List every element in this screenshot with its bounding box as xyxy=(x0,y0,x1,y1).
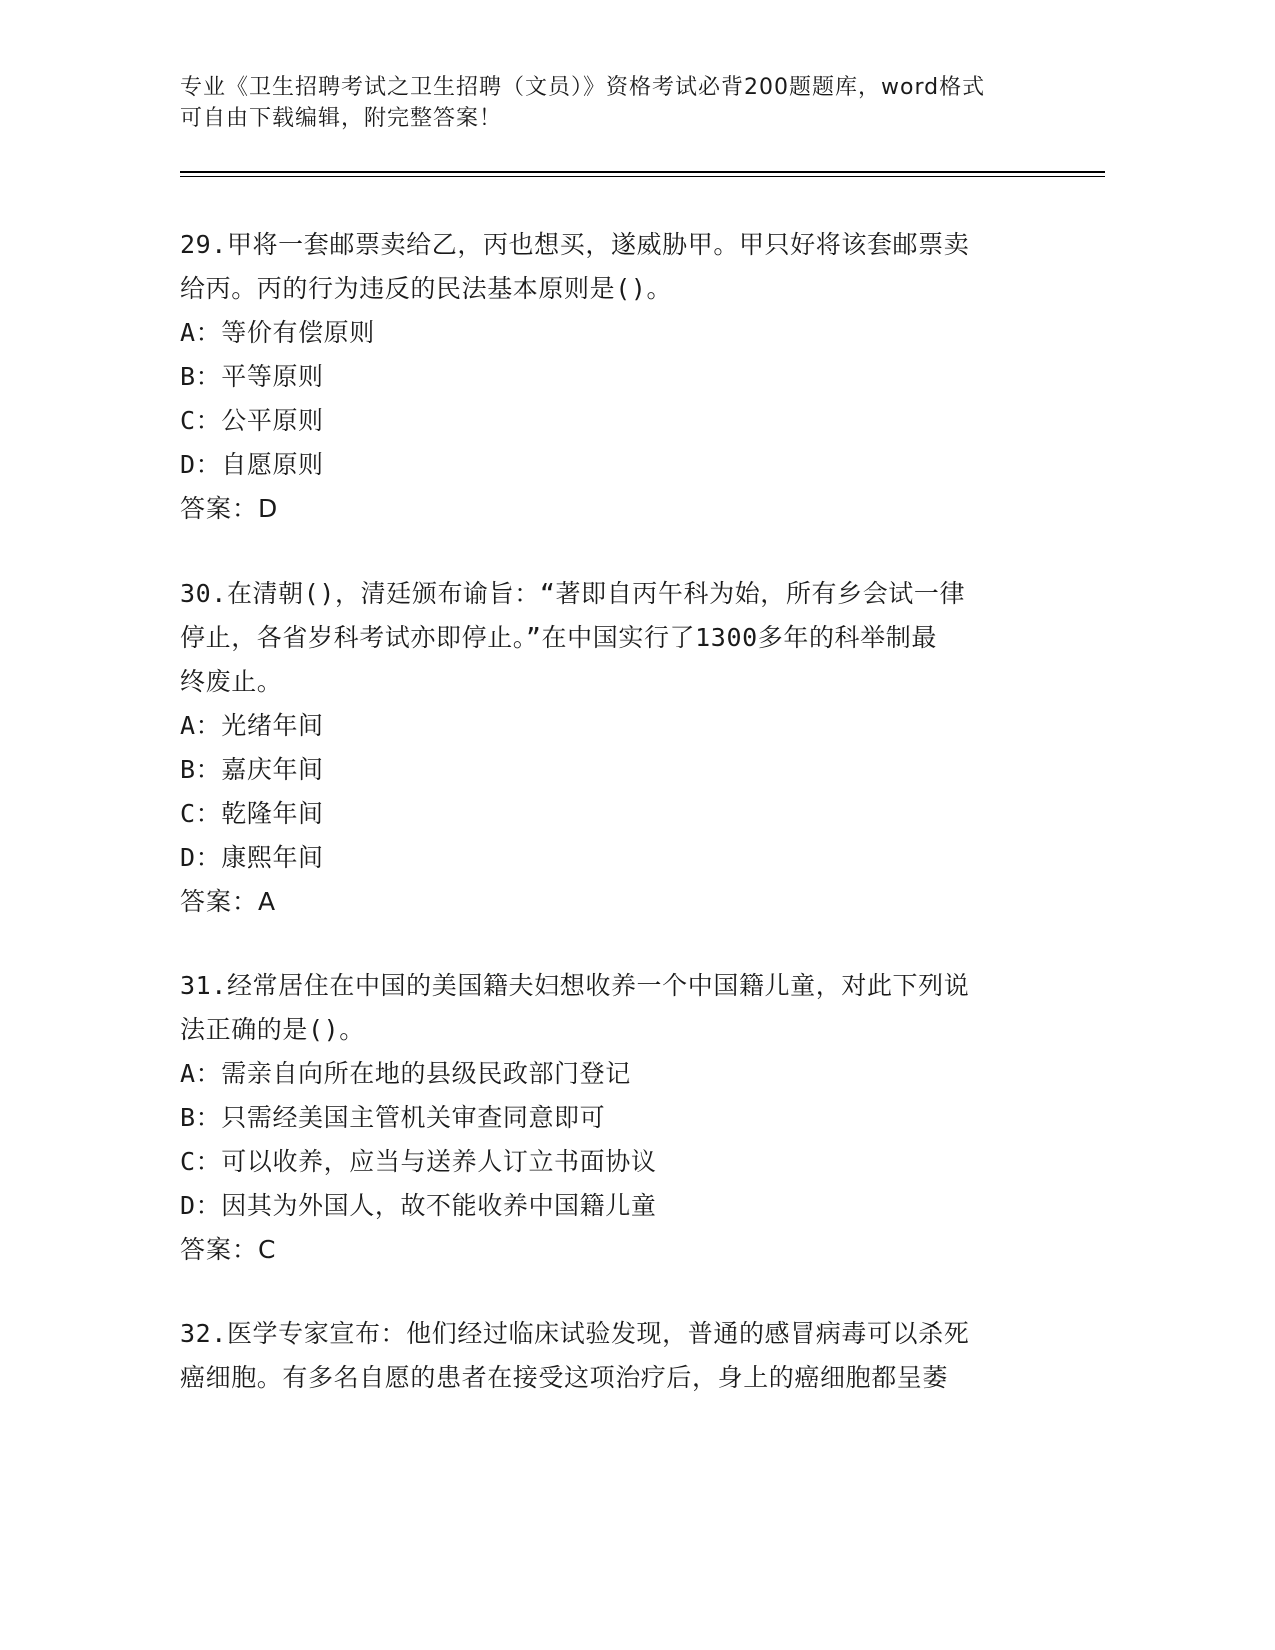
question-30 xyxy=(180,572,1040,924)
question-stem xyxy=(180,223,1040,311)
option-c: C：公平原则 xyxy=(180,406,324,435)
header-line-2: 可自由下载编辑，附完整答案！ xyxy=(180,106,503,131)
question-31 xyxy=(180,964,1040,1272)
stem-line: 30.在清朝()，清廷颁布谕旨：“著即自丙午科为始，所有乡会试一律 xyxy=(180,579,966,608)
option-d: D：康熙年间 xyxy=(180,843,324,872)
header-divider-thick xyxy=(180,171,1105,173)
answer-line: 答案：C xyxy=(180,1235,277,1264)
stem-line: 31.经常居住在中国的美国籍夫妇想收养一个中国籍儿童，对此下列说 xyxy=(180,971,970,1000)
stem-line: 停止，各省岁科考试亦即停止。”在中国实行了1300多年的科举制最 xyxy=(180,623,937,652)
header-line-1: 专业《卫生招聘考试之卫生招聘（文员）》资格考试必背200题题库，word格式 xyxy=(180,75,986,100)
question-29 xyxy=(180,223,1040,531)
stem-line: 癌细胞。有多名自愿的患者在接受这项治疗后，身上的癌细胞都呈萎 xyxy=(180,1363,949,1392)
stem-line: 终废止。 xyxy=(180,667,283,696)
option-a: A：等价有偿原则 xyxy=(180,318,375,347)
option-c: C：可以收养，应当与送养人订立书面协议 xyxy=(180,1147,657,1176)
option-b: B：平等原则 xyxy=(180,362,324,391)
option-a: A：光绪年间 xyxy=(180,711,324,740)
stem-line: 法正确的是()。 xyxy=(180,1015,365,1044)
option-d: D：自愿原则 xyxy=(180,450,324,479)
answer-line: 答案：A xyxy=(180,887,277,916)
option-b: B：嘉庆年间 xyxy=(180,755,324,784)
stem-line: 给丙。丙的行为违反的民法基本原则是()。 xyxy=(180,274,673,303)
question-stem xyxy=(180,964,1040,1052)
stem-line: 29.甲将一套邮票卖给乙，丙也想买，遂威胁甲。甲只好将该套邮票卖 xyxy=(180,230,970,259)
stem-line: 32.医学专家宣布：他们经过临床试验发现，普通的感冒病毒可以杀死 xyxy=(180,1319,970,1348)
option-b: B：只需经美国主管机关审查同意即可 xyxy=(180,1103,606,1132)
header-divider-thin xyxy=(180,176,1105,177)
option-c: C：乾隆年间 xyxy=(180,799,324,828)
option-d: D：因其为外国人，故不能收养中国籍儿童 xyxy=(180,1191,657,1220)
document-header xyxy=(180,72,1040,134)
question-32 xyxy=(180,1312,1040,1400)
option-a: A：需亲自向所在地的县级民政部门登记 xyxy=(180,1059,631,1088)
question-stem xyxy=(180,1312,1040,1400)
answer-line: 答案：D xyxy=(180,494,279,523)
question-stem xyxy=(180,572,1040,704)
